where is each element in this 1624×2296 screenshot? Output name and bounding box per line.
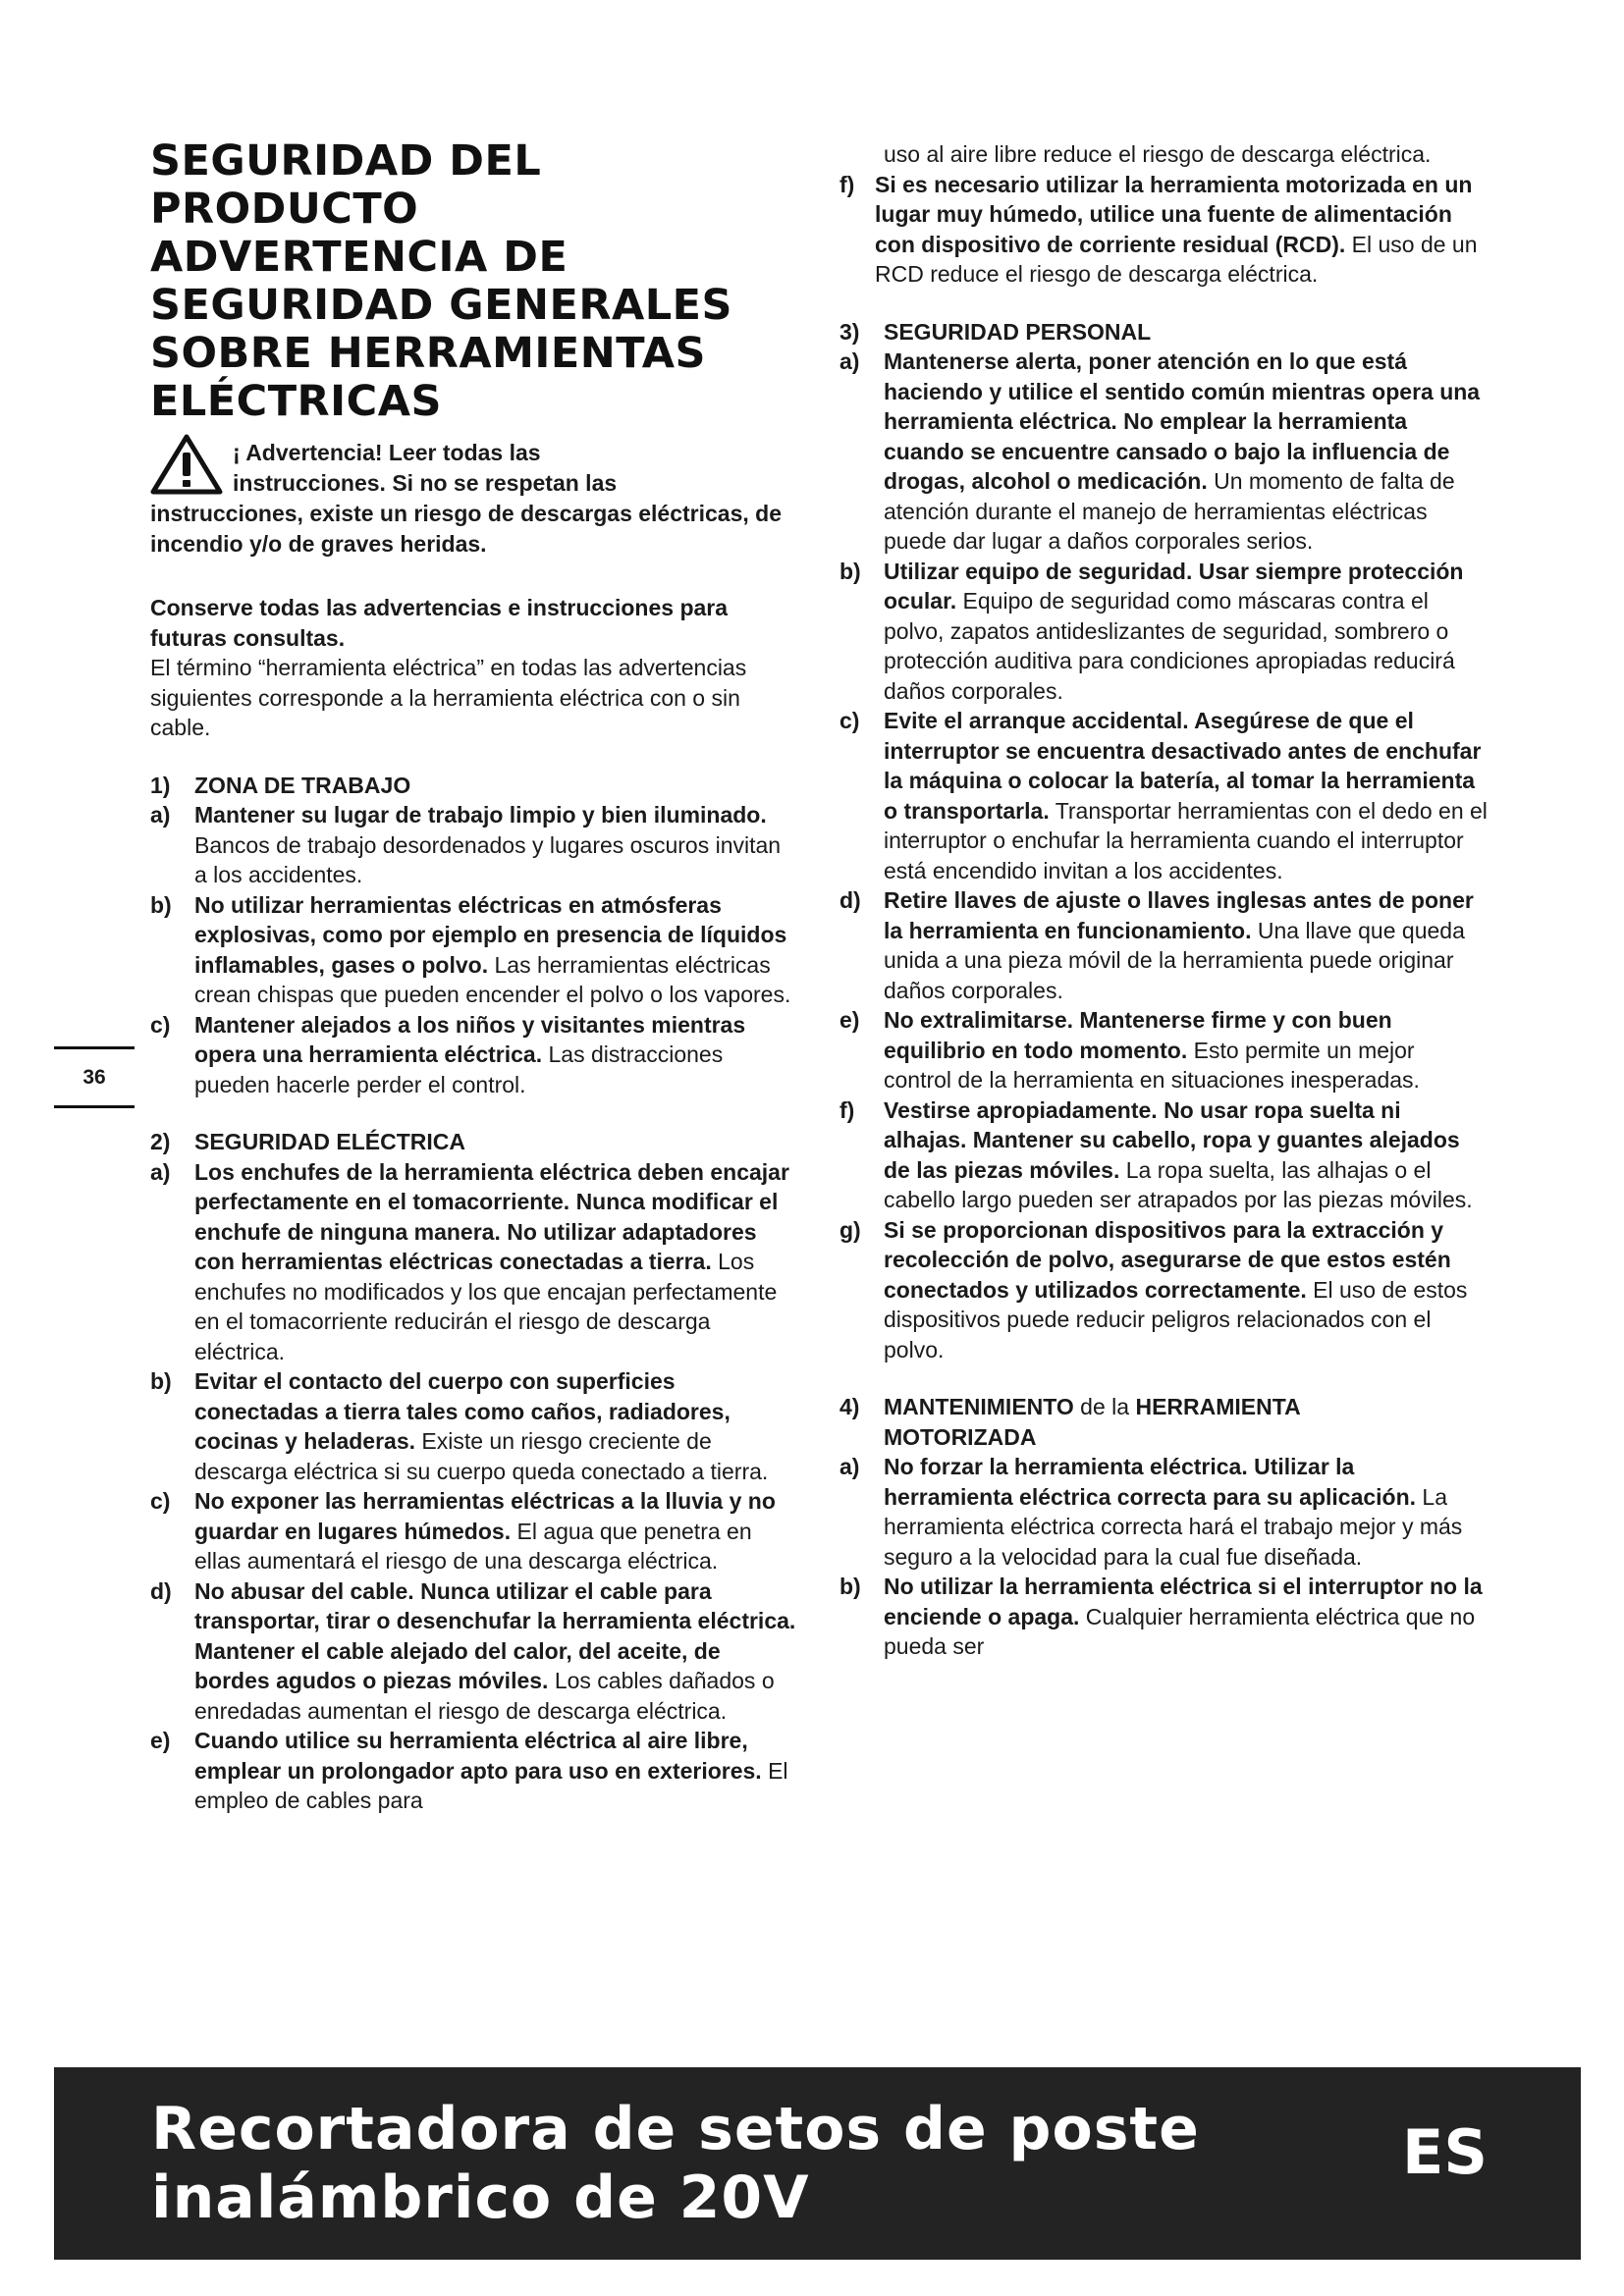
list-item: g) Si se proporcionan dispositivos para la extracción y recolección de polvo, asegurarse de que estos estén conectados y utilizados correctamente. El uso de estos dispositivos puede reducir peligros relacionados con el polvo. [839,1216,1468,1362]
list-item: e) No extralimitarse. Mantenerse firme y con buen equilibrio en todo momento. Esto permite un mejor control de la herramienta en situaciones inesperadas. [839,1007,1420,1093]
warning-line-2: instrucciones. Si no se respetan las [233,470,618,496]
general-warning [150,438,798,560]
section-heading: 2) SEGURIDAD ELÉCTRICA [150,1129,466,1154]
section-heading: 1) ZONA DE TRABAJO [150,772,411,798]
title-line: SEGURIDAD GENERALES [150,281,732,330]
page-number-rule [54,1105,135,1108]
product-title-line: Recortadora de setos de poste [151,2095,1200,2163]
conserve-text: El término “herramienta eléctrica” en todas las advertencias siguientes corresponde a la herramienta eléctrica con o sin cable. [150,655,747,740]
language-code: ES [1401,2116,1488,2188]
list-item: a) Mantenerse alerta, poner atención en lo que está haciendo y utilice el sentido común mientras opera una herramienta eléctrica. No emplear la herramienta cuando se encuentre cansado o bajo la influencia de drogas, alcohol o medicación. Un momento de falta de atención durante el manejo de herramientas eléctricas puede dar lugar a daños corporales serios. [839,348,1481,554]
list-item: d) No abusar del cable. Nunca utilizar el cable para transportar, tirar o desenchufar la herramienta eléctrica. Mantener el cable alejado del calor, del aceite, de bordes agudos o piezas móviles. Los cables dañados o enredadas aumentan el riesgo de descarga eléctrica. [150,1577,796,1724]
list-item: f) Si es necesario utilizar la herramienta motorizada en un lugar muy húmedo, utilice una fuente de alimentación con dispositivo de corriente residual (RCD). El uso de un RCD reduce el riesgo de descarga eléctrica. [839,171,1478,287]
list-item: d) Retire llaves de ajuste o llaves inglesas antes de poner la herramienta en funcionamiento. Una llave que queda unida a una pieza móvil de la herramienta puede originar daños corporales. [839,887,1474,1003]
list-item: c) Mantener alejados a los niños y visitantes mientras opera una herramienta eléctrica. Las distracciones pueden hacerle perder el control. [150,1011,746,1097]
list-item: b) Evitar el contacto del cuerpo con superficies conectadas a tierra tales como caños, radiadores, cocinas y heladeras. Existe un riesgo creciente de descarga eléctrica si su cuerpo queda conectado a tierra. [150,1368,769,1484]
section-title [150,137,798,426]
warning-line-1: ¡ Advertencia! Leer todas las [233,440,541,465]
conserve-paragraph [150,593,798,743]
left-column [150,137,798,1816]
right-column [839,137,1488,1662]
title-line: ELÉCTRICAS [150,377,442,426]
list-item: c) No exponer las herramientas eléctricas a la lluvia y no guardar en lugares húmedos. El agua que penetra en ellas aumentará el riesgo de una descarga eléctrica. [150,1488,776,1574]
page-number [54,1046,135,1107]
page-number-rule [54,1046,135,1049]
list-item: b) No utilizar la herramienta eléctrica si el interruptor no la enciende o apaga. Cualquier herramienta eléctrica que no pueda ser [839,1574,1483,1659]
list-item: a) Los enchufes de la herramienta eléctrica deben encajar perfectamente en el tomacorriente. Nunca modificar el enchufe de ninguna manera. No utilizar adaptadores con herramientas eléctricas conectadas a tierra. Los enchufes no modificados y los que encajan perfectamente en el tomacorriente reducirán el riesgo de descarga eléctrica. [150,1158,789,1364]
section-heading: 4) MANTENIMIENTO de la HERRAMIENTA MOTORIZADA [839,1394,1301,1450]
list-item-continued: uso al aire libre reduce el riesgo de descarga eléctrica. [884,141,1432,167]
list-item: c) Evite el arranque accidental. Asegúrese de que el interruptor se encuentra desactivado antes de enchufar la máquina o colocar la batería, al tomar la herramienta o transportarla. Transportar herramientas con el dedo en el interruptor o enchufar la herramienta cuando el interruptor está encendido invitan a los accidentes. [839,708,1488,883]
warning-rest: instrucciones, existe un riesgo de descargas eléctricas, de incendio y/o de graves heridas. [150,501,783,557]
title-line: ADVERTENCIA DE [150,233,568,282]
list-item: a) Mantener su lugar de trabajo limpio y bien iluminado. Bancos de trabajo desordenados y lugares oscuros invitan a los accidentes. [150,802,782,887]
product-title-line: inalámbrico de 20V [151,2163,810,2232]
list-item: b) Utilizar equipo de seguridad. Usar siempre protección ocular. Equipo de seguridad como máscaras contra el polvo, zapatos antideslizantes de seguridad, sombrero o protección auditiva para condiciones apropiadas reducirá daños corporales. [839,558,1464,704]
title-line: SOBRE HERRAMIENTAS [150,329,707,378]
list-item: b) No utilizar herramientas eléctricas en atmósferas explosivas, como por ejemplo en presencia de líquidos inflamables, gases o polvo. Las herramientas eléctricas crean chispas que pueden encender el polvo o los vapores. [150,891,791,1007]
list-item: e) Cuando utilice su herramienta eléctrica al aire libre, emplear un prolongador apto para uso en exteriores. El empleo de cables para [150,1728,788,1813]
warning-triangle-icon [150,434,223,495]
list-item: f) Vestirse apropiadamente. No usar ropa suelta ni alhajas. Mantener su cabello, ropa y guantes alejados de las piezas móviles. La ropa suelta, las alhajas o el cabello largo pueden ser atrapados por las piezas móviles. [839,1096,1473,1212]
page-number-text: 36 [82,1066,106,1089]
title-line: SEGURIDAD DEL PRODUCTO [150,136,542,234]
footer-band [54,2067,1581,2260]
list-item: a) No forzar la herramienta eléctrica. Utilizar la herramienta eléctrica correcta para su aplicación. La herramienta eléctrica correcta hará el trabajo mejor y más seguro a la velocidad para la cual fue diseñada. [839,1454,1463,1570]
product-title [151,2095,1280,2232]
section-heading: 3) SEGURIDAD PERSONAL [839,318,1152,345]
conserve-bold: Conserve todas las advertencias e instrucciones para futuras consultas. [150,595,729,651]
